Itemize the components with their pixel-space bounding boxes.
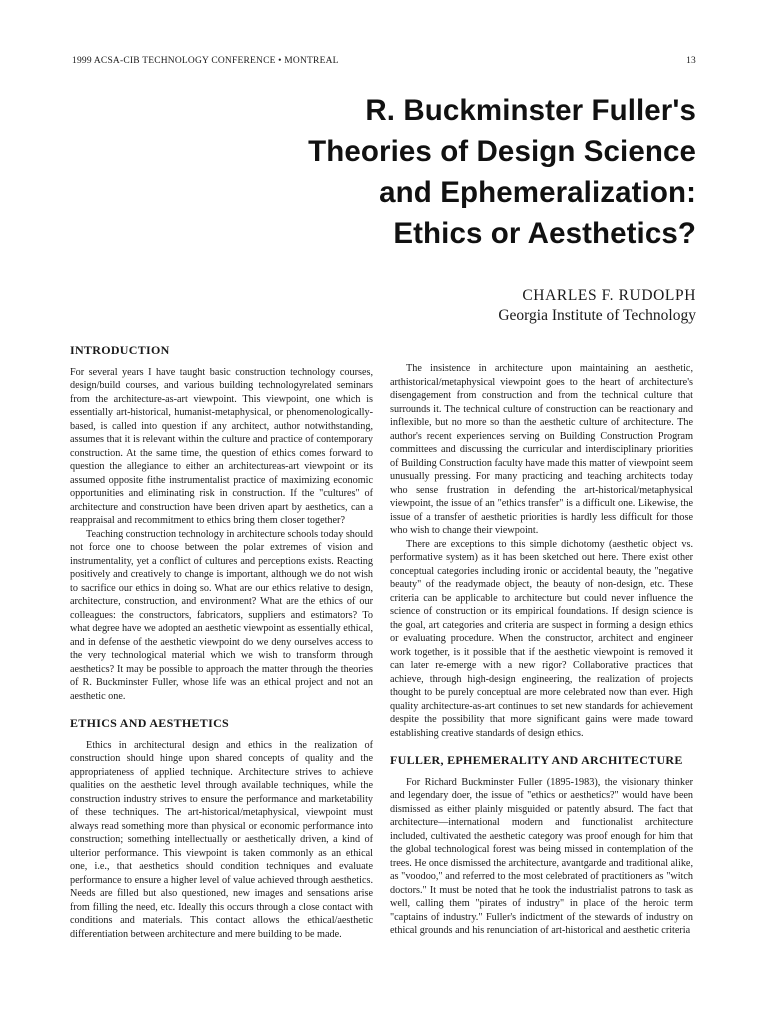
section-heading-ethics: ETHICS AND AESTHETICS xyxy=(70,716,230,730)
title-line: and Ephemeralization: xyxy=(379,176,696,209)
author-block xyxy=(296,286,696,326)
author-affiliation: Georgia Institute of Technology xyxy=(498,307,696,324)
paragraph: There are exceptions to this simple dichotomy (aesthetic object vs. performative system) as it has been sketched out here. There exist other conceptual categories including ironic or accidental beauty, the "negative beauty" of the readymade object, the beauty of non-design, etc. These criteria can be applicable to architecture but could never influence the science of construction or its empirical foundations. If design science is the goal, art categories and criteria are suspect in forming a design ethics or evaluating procedure. When the constructor, architect and engineer work together, is it possible that if the aesthetic viewpoint is removed it can later re-emerge with a new rigor? Collaborative practices that achieve, through high-design engineering, the realization of projects thought to be purely conceptual are more celebrated now than ever. High quality architecture-as-art continues to set new standards for achievement despite the possibility that more significant gains were made toward establishing creative standards of design ethics. xyxy=(390,538,693,739)
paragraph: Ethics in architectural design and ethics in the realization of construction should hinge upon shared concepts of quality and the appropriateness of applied technique. Architecture strives to achieve qualities on the aesthetic level through available techniques, while the construction industry strives to ensure the performance and marketability of these techniques. The art-historical/metaphysical, viewpoint must always read something more than physical or economic performance into construction; something intellectually or aesthetically driven, a kind of ulterior performance. This viewpoint is taken commonly as an ethical one, i.e., that aesthetics should condition techniques and evaluate performance to ensure a higher level of value achieved through aesthetics. Needs are filled but also questioned, new images and sensations arise from filling the need, etc. Ideally this occurs through a close contact with conditions and materials. This contact allows the ethical/aesthetic differentiation between architecture and mere building to be made. xyxy=(70,739,373,940)
paragraph: For several years I have taught basic construction technology courses, design/build courses, and various building technologyrelated seminars from the architecture-as-art viewpoint. This viewpoint, one which is essentially art-historical, humanist-metaphysical, or phenomenologically-based, is called into question if any architect, author notwithstanding, assumes that it is relevant within the culture and practice of contemporary construction. At the same time, the question of ethics comes forward to question the allegiance to either an architectureas-art viewpoint or its assumed opposite fithe instrumentalist practice of maximizing economic opportunities and eliminating risk in construction. If the "cultures" of architecture and construction have been driven apart by aesthetics, can a reappraisal and recommitment to ethics bring them closer together? xyxy=(70,366,373,526)
section-heading-fuller: FULLER, EPHEMERALITY AND ARCHITECTURE xyxy=(390,753,683,767)
author-name: CHARLES F. RUDOLPH xyxy=(522,287,696,304)
section-heading-introduction: INTRODUCTION xyxy=(70,343,170,357)
right-column xyxy=(390,362,693,938)
running-header xyxy=(72,56,696,66)
title-line: Theories of Design Science xyxy=(308,135,696,168)
title-line: Ethics or Aesthetics? xyxy=(393,217,696,250)
left-column xyxy=(70,344,373,941)
title-line: R. Buckminster Fuller's xyxy=(365,94,696,127)
paper-title xyxy=(136,90,696,254)
paragraph: For Richard Buckminster Fuller (1895-1983), the visionary thinker and legendary doer, the issue of "ethics or aesthetics?" would have been dismissed as either plainly misguided or patently absurd. The fact that architecture—international modern and functionalist architecture included, cultivated the aesthetic category was proof enough for him that the global technological forest was being missed in contemplation of the trees. He once dismissed the architecture, avantgarde and traditional alike, as "voodoo," and referred to the most celebrated of practitioners as "witch doctors." It must be noted that he took the industrialist patrons to task as well, calling them "pirates of industry" in place of the heroic term "captains of industry." Fuller's indictment of the stewards of industry on ethical grounds and his renunciation of art-historical and aesthetic criteria xyxy=(390,776,693,936)
conference-name: 1999 ACSA-CIB TECHNOLOGY CONFERENCE • MONTREAL xyxy=(72,56,339,66)
paragraph: The insistence in architecture upon maintaining an aesthetic, arthistorical/metaphysical viewpoint goes to the heart of architecture's disengagement from construction and from the technical culture that surrounds it. The technical culture of construction can be reactionary and inflexible, but no more so than the aesthetic culture of architecture. The author's recent experiences serving on Building Construction Program committees and discussing the curricular and interdisciplinary priorities of Building Construction faculty have made this matter of viewpoint seem unusually pressing. For many practicing and teaching architects today who sense frustration in defending the art-historical/metaphysical viewpoint, the issue of an "ethics transfer" is a difficult one. Likewise, the issue of a transfer of aesthetic priorities is hardly less difficult for those who wish to change their viewpoint. xyxy=(390,363,693,536)
page-number: 13 xyxy=(686,56,696,66)
paragraph: Teaching construction technology in architecture schools today should not force one to choose between the polar extremes of vision and instrumentality, yet a conflict of cultures and perceptions exists. Reacting positively and creatively to change is important, although we do not wish to sacrifice our ethics in doing so. What are our ethics relative to design, architecture, construction, and environment? What are the ethics of our colleagues: the constructors, fabricators, suppliers and estimators? To what degree have we adopted an aesthetic viewpoint as essentially ethical, and in defense of the aesthetic viewpoint do we deny ourselves access to the very technological material which we wish to transform through aesthetics? It may be possible to approach the matter through the theories of R. Buckminster Fuller, whose life was an ethical project and not an aesthetic one. xyxy=(70,528,374,702)
